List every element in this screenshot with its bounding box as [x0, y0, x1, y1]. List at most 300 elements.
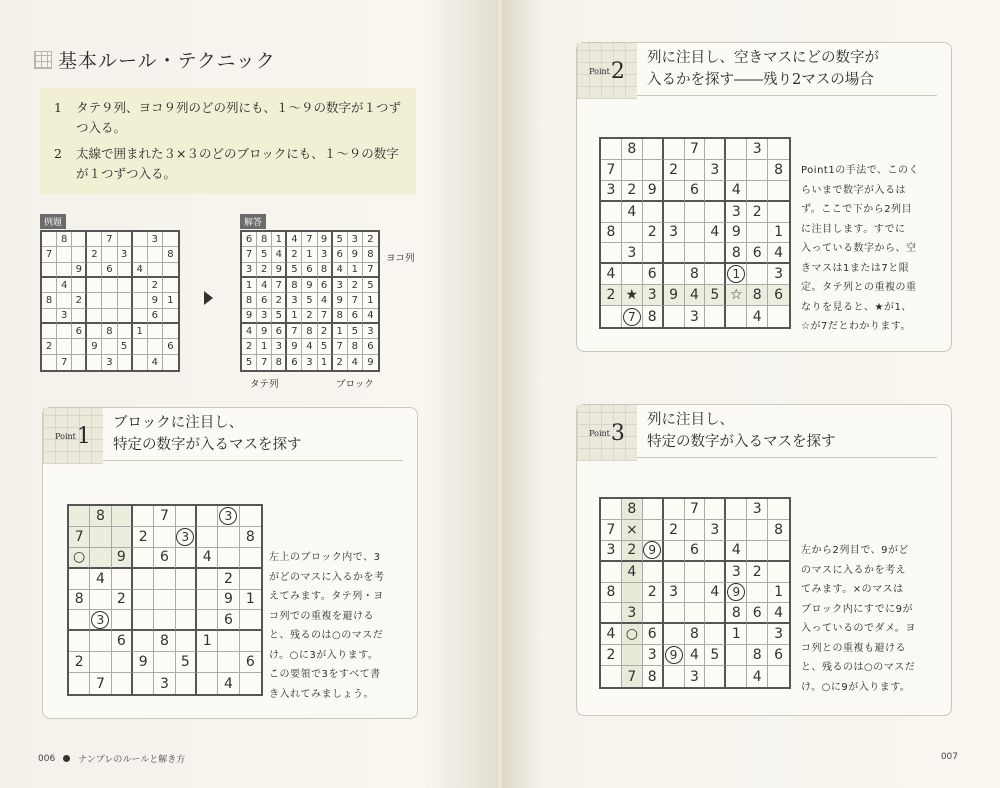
sudoku-cell: 7: [42, 247, 57, 262]
sudoku-cell: [705, 202, 726, 223]
sudoku-cell: 4: [257, 278, 272, 293]
footer-left: [38, 752, 185, 765]
sudoku-cell: [118, 232, 133, 247]
sudoku-cell: [726, 520, 747, 541]
sudoku-cell: [133, 293, 148, 308]
sudoku-cell: 4: [218, 673, 239, 694]
sudoku-cell: 5: [302, 293, 317, 308]
sudoku-cell: [218, 548, 239, 569]
sudoku-cell: 7: [69, 527, 90, 548]
sudoku-cell: 3: [102, 355, 117, 370]
sudoku-cell: 2: [363, 232, 378, 247]
sudoku-cell: 8: [154, 631, 175, 652]
point1-badge: [43, 408, 103, 464]
point-word: Point: [589, 428, 610, 438]
sudoku-cell: 8: [102, 324, 117, 339]
sudoku-cell: [69, 506, 90, 527]
sudoku-cell: [87, 263, 102, 278]
explanation-line: きマスは1または7と限: [801, 262, 910, 274]
sudoku-cell: [685, 202, 706, 223]
sudoku-cell: [726, 139, 747, 160]
sudoku-cell: 7: [685, 139, 706, 160]
sudoku-cell: [87, 293, 102, 308]
sudoku-cell: 8: [242, 293, 257, 308]
sudoku-cell: 6: [768, 285, 789, 306]
circled-digit: 1: [727, 265, 745, 283]
sudoku-cell: 9: [302, 278, 317, 293]
sudoku-cell: [240, 631, 261, 652]
sudoku-cell: 3: [302, 355, 317, 370]
sudoku-cell: [240, 673, 261, 694]
sudoku-cell: [664, 181, 685, 202]
sudoku-cell: [664, 666, 685, 687]
sudoku-cell: 3: [768, 624, 789, 645]
sudoku-cell: 3: [154, 673, 175, 694]
point2-box: [576, 42, 952, 352]
sudoku-cell: [133, 569, 154, 590]
sudoku-cell: [705, 243, 726, 264]
sudoku-cell: 6: [72, 324, 87, 339]
sudoku-cell: [643, 160, 664, 181]
sudoku-cell: [102, 309, 117, 324]
bullet-icon: [63, 755, 70, 762]
sudoku-cell: 8: [643, 306, 664, 327]
sudoku-cell: [643, 202, 664, 223]
sudoku-cell: 6: [272, 324, 287, 339]
sudoku-cell: 2: [148, 278, 163, 293]
circled-digit: 3: [219, 507, 237, 525]
sudoku-cell: 3: [257, 309, 272, 324]
sudoku-cell: [622, 264, 643, 285]
sudoku-cell: 3: [242, 263, 257, 278]
sudoku-cell: 1: [197, 631, 218, 652]
sudoku-cell: 5: [242, 355, 257, 370]
sudoku-cell: 1: [348, 263, 363, 278]
sudoku-cell: [664, 562, 685, 583]
block-label: ブロック: [336, 379, 374, 390]
sudoku-cell: [643, 603, 664, 624]
sudoku-cell: [133, 506, 154, 527]
sudoku-cell: [747, 520, 768, 541]
sudoku-cell: [747, 583, 768, 604]
sudoku-cell: [72, 355, 87, 370]
explanation-line: コ列での重複を避ける: [269, 610, 374, 622]
sudoku-cell: [664, 541, 685, 562]
point2-grid: [599, 137, 791, 329]
sudoku-cell: [90, 590, 111, 611]
sudoku-cell: [163, 263, 178, 278]
sudoku-cell: [148, 263, 163, 278]
sudoku-cell: 2: [287, 247, 302, 262]
sudoku-cell: 6: [163, 339, 178, 354]
sudoku-cell: 3: [747, 139, 768, 160]
sudoku-cell: 8: [257, 232, 272, 247]
sudoku-cell: [176, 548, 197, 569]
sudoku-cell: [747, 264, 768, 285]
sudoku-cell: 3: [272, 339, 287, 354]
sudoku-cell: 5: [272, 309, 287, 324]
sudoku-cell: 3: [318, 247, 333, 262]
circled-digit: 9: [727, 583, 745, 601]
sudoku-cell: [148, 247, 163, 262]
sudoku-cell: 6: [102, 263, 117, 278]
sudoku-cell: 9: [643, 181, 664, 202]
sudoku-cell: ×: [622, 520, 643, 541]
sudoku-cell: [118, 324, 133, 339]
sudoku-cell: 8: [601, 223, 622, 244]
sudoku-cell: 4: [747, 666, 768, 687]
sudoku-cell: ★: [622, 285, 643, 306]
sudoku-cell: [705, 306, 726, 327]
sudoku-cell: 9: [348, 247, 363, 262]
sudoku-cell: [622, 583, 643, 604]
arrow-right-icon: [204, 291, 213, 305]
sudoku-cell: 8: [685, 264, 706, 285]
sudoku-cell: 9: [242, 309, 257, 324]
explanation-line: えてみます。タテ列・ヨ: [269, 591, 384, 602]
sudoku-cell: [133, 631, 154, 652]
sudoku-cell: 5: [705, 285, 726, 306]
sudoku-cell: [197, 590, 218, 611]
sudoku-cell: [133, 548, 154, 569]
sudoku-cell: [154, 569, 175, 590]
sudoku-cell: 7: [154, 506, 175, 527]
sudoku-cell: [69, 569, 90, 590]
sudoku-cell: 8: [348, 339, 363, 354]
sudoku-cell: 4: [197, 548, 218, 569]
sudoku-cell: [643, 541, 664, 562]
sudoku-cell: 4: [768, 603, 789, 624]
sudoku-cell: 8: [685, 624, 706, 645]
sudoku-cell: 4: [705, 583, 726, 604]
sudoku-cell: [163, 324, 178, 339]
sudoku-cell: 6: [685, 541, 706, 562]
sudoku-cell: 3: [705, 520, 726, 541]
sudoku-cell: 5: [176, 652, 197, 673]
sudoku-cell: [118, 263, 133, 278]
sudoku-cell: [42, 324, 57, 339]
sudoku-cell: 3: [118, 247, 133, 262]
sudoku-cell: [112, 527, 133, 548]
sudoku-cell: 7: [685, 499, 706, 520]
sudoku-cell: [57, 324, 72, 339]
sudoku-cell: [726, 583, 747, 604]
sudoku-cell: [685, 223, 706, 244]
sudoku-cell: 5: [363, 278, 378, 293]
sudoku-cell: [705, 624, 726, 645]
sudoku-cell: 6: [348, 309, 363, 324]
sudoku-cell: [664, 645, 685, 666]
sudoku-cell: [197, 673, 218, 694]
sudoku-cell: 3: [747, 499, 768, 520]
sudoku-cell: [768, 181, 789, 202]
sudoku-cell: 4: [768, 243, 789, 264]
point3-header: [577, 405, 937, 461]
sudoku-cell: 2: [348, 278, 363, 293]
sudoku-cell: [90, 610, 111, 631]
rule-1: [54, 98, 402, 138]
sudoku-cell: 4: [90, 569, 111, 590]
sudoku-cell: 7: [287, 324, 302, 339]
sudoku-cell: [705, 603, 726, 624]
sudoku-cell: 7: [318, 309, 333, 324]
sudoku-cell: [685, 243, 706, 264]
sudoku-cell: 4: [348, 355, 363, 370]
sudoku-cell: 7: [622, 666, 643, 687]
sudoku-cell: 8: [57, 232, 72, 247]
sudoku-cell: 8: [333, 309, 348, 324]
sudoku-cell: [601, 499, 622, 520]
sudoku-cell: [197, 506, 218, 527]
sudoku-cell: 4: [287, 232, 302, 247]
sudoku-cell: 3: [768, 264, 789, 285]
sudoku-cell: 8: [747, 645, 768, 666]
sudoku-cell: 6: [643, 624, 664, 645]
sudoku-cell: 6: [242, 232, 257, 247]
sudoku-cell: 6: [768, 645, 789, 666]
answer-tag: 解答: [240, 214, 266, 229]
sudoku-cell: 9: [287, 339, 302, 354]
sudoku-cell: 5: [257, 247, 272, 262]
sudoku-cell: 1: [133, 324, 148, 339]
sudoku-cell: [240, 548, 261, 569]
answer-grid: [240, 230, 380, 372]
sudoku-cell: 8: [287, 278, 302, 293]
sudoku-cell: 4: [363, 309, 378, 324]
sudoku-cell: [148, 339, 163, 354]
sudoku-cell: [154, 590, 175, 611]
sudoku-cell: 6: [218, 610, 239, 631]
section-title: [34, 46, 276, 73]
sudoku-cell: 8: [726, 603, 747, 624]
sudoku-cell: [176, 527, 197, 548]
sudoku-cell: 2: [622, 181, 643, 202]
sudoku-cell: 9: [133, 652, 154, 673]
sudoku-cell: 6: [363, 339, 378, 354]
sudoku-cell: [133, 355, 148, 370]
explanation-line: け。○に3が入ります。: [269, 649, 379, 661]
sudoku-cell: [768, 499, 789, 520]
sudoku-cell: 1: [287, 309, 302, 324]
sudoku-cell: 2: [272, 293, 287, 308]
sudoku-cell: [176, 590, 197, 611]
explanation-line: 入っているのでダメ。ヨ: [801, 623, 916, 634]
sudoku-cell: 1: [242, 278, 257, 293]
sudoku-cell: [118, 278, 133, 293]
explanation-line: ブロック内にすでに9が: [801, 603, 913, 615]
sudoku-cell: 4: [747, 306, 768, 327]
explanation-line: Point1の手法で、このく: [801, 165, 919, 176]
sudoku-cell: 5: [705, 645, 726, 666]
sudoku-cell: 3: [685, 306, 706, 327]
explanation-line: 入っている数字から、空: [801, 243, 917, 254]
example-grid: [40, 230, 180, 372]
sudoku-cell: 3: [363, 324, 378, 339]
sudoku-cell: 1: [302, 247, 317, 262]
rule-text: 太線で囲まれた３×３のどのブロックにも、１～９の数字が１つずつ入る。: [76, 146, 399, 181]
explanation-line: ☆が7だとわかります。: [801, 321, 912, 332]
circled-digit: 9: [665, 646, 683, 664]
circled-digit: 3: [176, 528, 194, 546]
example-tag: 例題: [40, 214, 66, 229]
sudoku-cell: [57, 263, 72, 278]
explanation-line: なりを見ると、★が1、: [801, 301, 912, 313]
sudoku-cell: [726, 499, 747, 520]
sudoku-cell: [163, 309, 178, 324]
sudoku-cell: [163, 355, 178, 370]
sudoku-cell: 2: [622, 541, 643, 562]
sudoku-cell: [747, 541, 768, 562]
sudoku-cell: ○: [69, 548, 90, 569]
sudoku-cell: [705, 181, 726, 202]
sudoku-cell: 6: [318, 278, 333, 293]
sudoku-cell: 1: [163, 293, 178, 308]
sudoku-cell: 6: [643, 264, 664, 285]
sudoku-cell: [685, 160, 706, 181]
sudoku-cell: 4: [133, 263, 148, 278]
sudoku-cell: 2: [69, 652, 90, 673]
sudoku-cell: [154, 652, 175, 673]
sudoku-cell: [112, 506, 133, 527]
sudoku-cell: [118, 355, 133, 370]
sudoku-cell: 3: [622, 243, 643, 264]
explanation-line: 左上のブロック内で、3: [269, 552, 381, 563]
sudoku-cell: 7: [601, 160, 622, 181]
sudoku-cell: [747, 160, 768, 181]
sudoku-cell: 1: [768, 583, 789, 604]
point3-grid: [599, 497, 791, 689]
tate-label: タテ列: [250, 379, 279, 390]
sudoku-cell: 2: [601, 645, 622, 666]
sudoku-cell: [176, 610, 197, 631]
sudoku-cell: [726, 160, 747, 181]
sudoku-cell: 2: [42, 339, 57, 354]
sudoku-cell: 2: [643, 223, 664, 244]
sudoku-cell: 2: [601, 285, 622, 306]
sudoku-cell: 7: [242, 247, 257, 262]
sudoku-cell: 2: [242, 339, 257, 354]
sudoku-cell: [90, 527, 111, 548]
sudoku-cell: 2: [218, 569, 239, 590]
sudoku-cell: [102, 247, 117, 262]
sudoku-cell: 1: [726, 624, 747, 645]
sudoku-cell: [622, 160, 643, 181]
sudoku-cell: 8: [240, 527, 261, 548]
sudoku-cell: 9: [218, 590, 239, 611]
sudoku-cell: [102, 278, 117, 293]
footer-text: ナンプレのルールと解き方: [78, 755, 186, 765]
point1-box: [42, 407, 418, 719]
point-word: Point: [589, 66, 610, 76]
explanation-line: ず。ここで下から2列目: [801, 204, 913, 215]
sudoku-cell: [601, 243, 622, 264]
circled-digit: 7: [623, 308, 641, 326]
rule-2: [54, 144, 402, 184]
sudoku-cell: [622, 223, 643, 244]
sudoku-cell: 4: [726, 181, 747, 202]
sudoku-cell: 4: [601, 624, 622, 645]
sudoku-cell: [240, 569, 261, 590]
sudoku-cell: [87, 232, 102, 247]
point1-explanation: [269, 548, 385, 704]
sudoku-cell: [664, 139, 685, 160]
sudoku-cell: 4: [57, 278, 72, 293]
sudoku-cell: 5: [318, 339, 333, 354]
sudoku-cell: 4: [685, 645, 706, 666]
sudoku-cell: [197, 652, 218, 673]
sudoku-cell: 4: [705, 223, 726, 244]
page-title: 基本ルール・テクニック: [58, 50, 276, 72]
sudoku-cell: 1: [240, 590, 261, 611]
sudoku-cell: [197, 610, 218, 631]
sudoku-cell: [57, 339, 72, 354]
sudoku-cell: 3: [643, 285, 664, 306]
sudoku-cell: [87, 324, 102, 339]
sudoku-cell: [72, 278, 87, 293]
sudoku-cell: [176, 506, 197, 527]
sudoku-cell: [747, 624, 768, 645]
sudoku-cell: 6: [302, 263, 317, 278]
point2-header: [577, 43, 937, 99]
sudoku-cell: 7: [601, 520, 622, 541]
sudoku-cell: 2: [664, 520, 685, 541]
sudoku-cell: 7: [102, 232, 117, 247]
sudoku-cell: [90, 631, 111, 652]
point3-badge: [577, 405, 637, 461]
grid-icon: [34, 51, 52, 69]
sudoku-cell: [42, 278, 57, 293]
point3-title: [637, 405, 937, 458]
sudoku-cell: [726, 666, 747, 687]
sudoku-cell: [87, 309, 102, 324]
explanation-line: コ列との重複も避ける: [801, 642, 906, 654]
sudoku-cell: [601, 603, 622, 624]
sudoku-cell: [643, 562, 664, 583]
sudoku-cell: [72, 339, 87, 354]
sudoku-cell: [112, 652, 133, 673]
sudoku-cell: 8: [90, 506, 111, 527]
sudoku-cell: [118, 293, 133, 308]
sudoku-cell: 4: [333, 263, 348, 278]
explanation-line: がどのマスに入るかを考: [269, 571, 385, 583]
sudoku-cell: 9: [318, 232, 333, 247]
explanation-line: この要領で3をすべて書: [269, 669, 381, 680]
sudoku-cell: 4: [302, 339, 317, 354]
sudoku-cell: 9: [257, 324, 272, 339]
sudoku-cell: [601, 139, 622, 160]
sudoku-cell: 5: [118, 339, 133, 354]
sudoku-cell: 8: [163, 247, 178, 262]
sudoku-cell: [42, 263, 57, 278]
sudoku-cell: [705, 541, 726, 562]
point1-header: [43, 408, 403, 464]
title-line: ブロックに注目し、: [113, 415, 244, 431]
point3-explanation: [801, 541, 916, 697]
explanation-line: らいまで数字が入るは: [801, 184, 906, 196]
sudoku-cell: [685, 603, 706, 624]
point-number: 3: [610, 420, 625, 446]
sudoku-cell: [240, 610, 261, 631]
sudoku-cell: [768, 541, 789, 562]
circled-digit: 3: [91, 611, 109, 629]
sudoku-cell: 4: [622, 562, 643, 583]
sudoku-cell: [664, 624, 685, 645]
sudoku-cell: [176, 569, 197, 590]
sudoku-cell: [69, 673, 90, 694]
sudoku-cell: 1: [272, 232, 287, 247]
explanation-line: と、残るのは○のマスだ: [801, 662, 916, 673]
point-number: 1: [76, 423, 91, 449]
